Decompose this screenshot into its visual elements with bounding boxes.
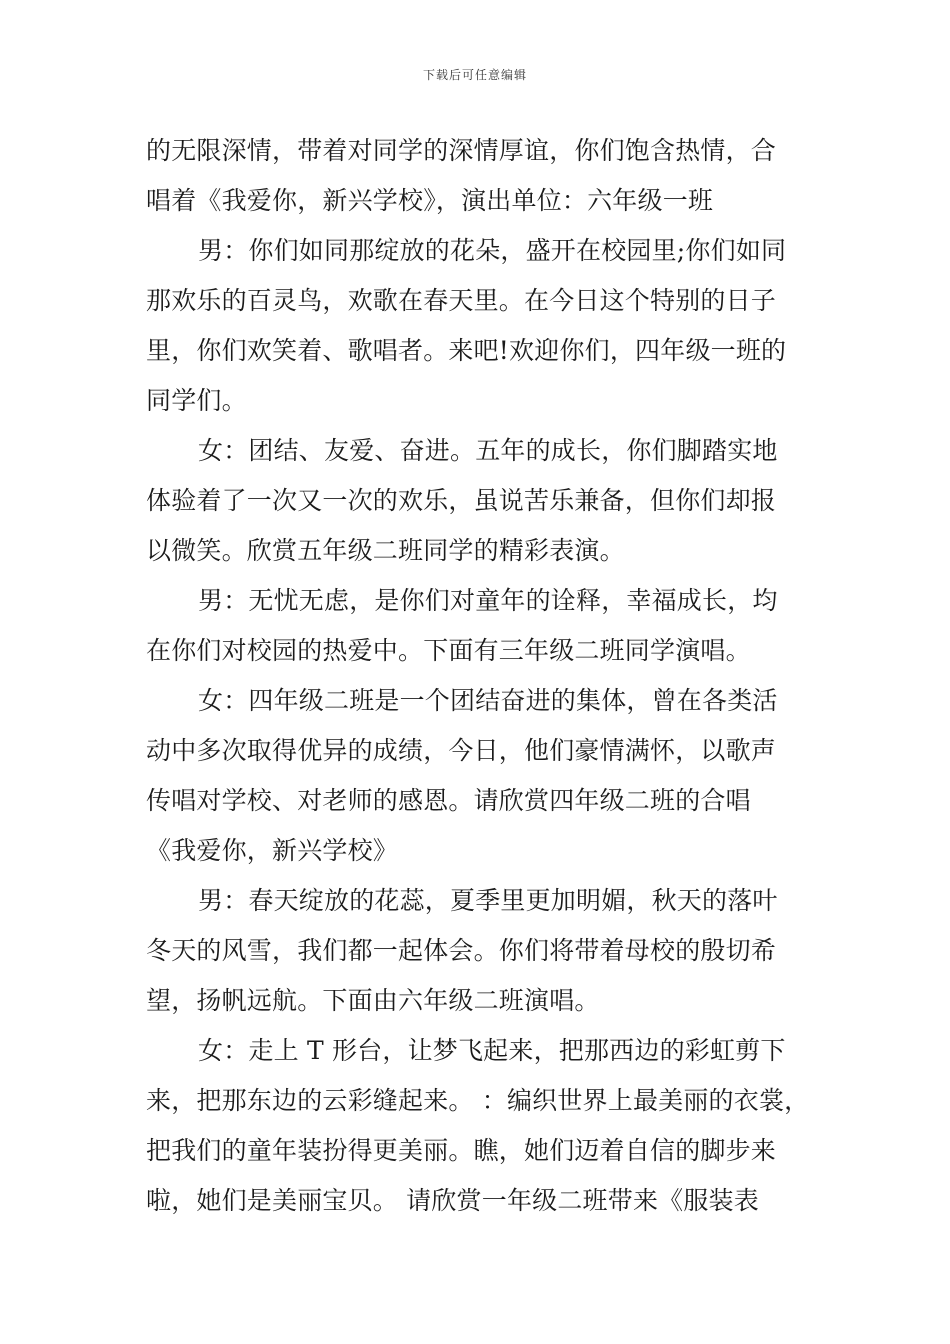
text-line: 女：四年级二班是一个团结奋进的集体，曾在各类活 [198, 686, 778, 715]
text-line: 男：无忧无虑，是你们对童年的诠释，幸福成长，均 [198, 586, 778, 615]
text-line: 把我们的童年装扮得更美丽。瞧，她们迈着自信的脚步来 [146, 1136, 777, 1165]
text-line: 里，你们欢笑着、歌唱者。来吧!欢迎你们，四年级一班的 [146, 336, 787, 365]
text-line: 传唱对学校、对老师的感恩。请欣赏四年级二班的合唱 [146, 786, 751, 815]
text-line: 以微笑。欣赏五年级二班同学的精彩表演。 [146, 536, 625, 565]
document-body [146, 126, 816, 1226]
text-line: 《我爱你，新兴学校》 [146, 836, 399, 865]
text-line: 唱着《我爱你，新兴学校》，演出单位：六年级一班 [146, 186, 714, 215]
text-line: 啦，她们是美丽宝贝。 请欣赏一年级二班带来《服装表 [146, 1186, 759, 1215]
text-line: 同学们。 [146, 386, 247, 415]
text-line: 女：走上 T 形台，让梦飞起来，把那西边的彩虹剪下 [198, 1036, 786, 1065]
text-line: 动中多次取得优异的成绩，今日，他们豪情满怀，以歌声 [146, 736, 777, 765]
text-line: 冬天的风雪，我们都一起体会。你们将带着母校的殷切希 [146, 936, 777, 965]
page-header: 下载后可任意编辑 [422, 68, 527, 82]
text-line: 女：团结、友爱、奋进。五年的成长，你们脚踏实地 [198, 436, 778, 465]
text-line: 男：你们如同那绽放的花朵，盛开在校园里;你们如同 [198, 236, 787, 265]
text-line: 体验着了一次又一次的欢乐，虽说苦乐兼备，但你们却报 [146, 486, 777, 515]
text-line: 男：春天绽放的花蕊，夏季里更加明媚，秋天的落叶 [198, 886, 778, 915]
text-line: 在你们对校园的热爱中。下面有三年级二班同学演唱。 [146, 636, 751, 665]
text-line: 来，把那东边的云彩缝起来。 ：编织世界上最美丽的衣裳， [146, 1086, 810, 1115]
text-line: 望，扬帆远航。下面由六年级二班演唱。 [146, 986, 600, 1015]
text-line: 那欢乐的百灵鸟，欢歌在春天里。在今日这个特别的日子 [146, 286, 777, 315]
text-line: 的无限深情，带着对同学的深情厚谊，你们饱含热情，合 [146, 136, 777, 165]
